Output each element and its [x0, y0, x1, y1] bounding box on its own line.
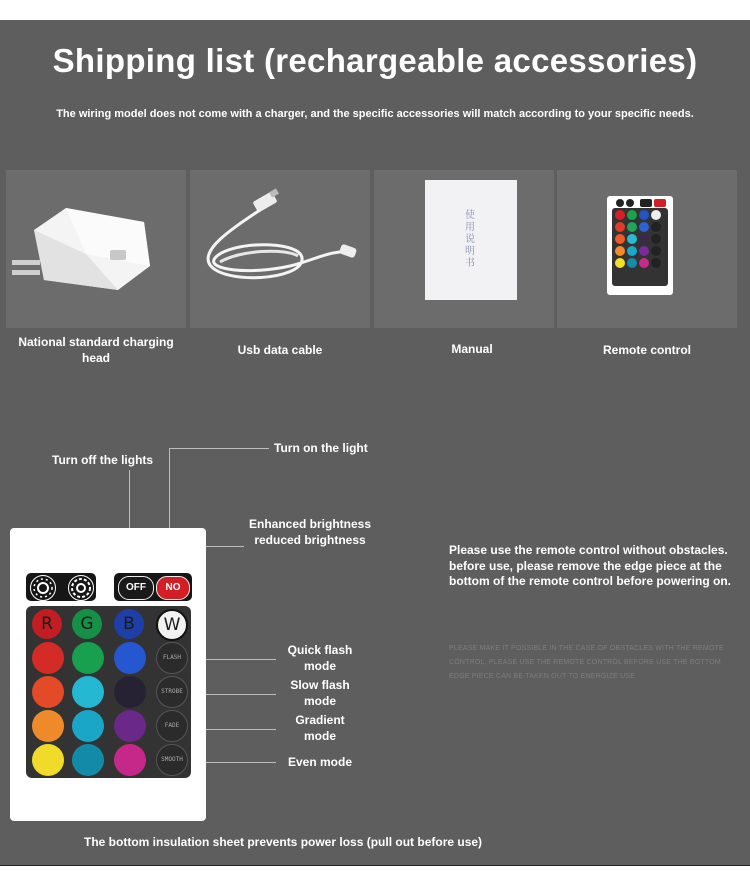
brightness-up-button[interactable] — [68, 575, 94, 601]
brightness-down-button[interactable] — [30, 575, 56, 601]
connector-quick — [200, 659, 276, 660]
remote-tile — [557, 170, 737, 328]
label-even: Even mode — [287, 755, 353, 769]
color-button[interactable] — [32, 642, 64, 674]
manual-tile — [374, 170, 554, 328]
sun-bright-icon — [69, 576, 93, 600]
color-button[interactable] — [72, 710, 104, 742]
remote-image — [557, 170, 737, 328]
smooth-button[interactable]: SMOOTH — [156, 744, 188, 776]
bottom-divider — [0, 865, 750, 866]
color-button[interactable] — [72, 676, 104, 708]
red-button[interactable]: R — [32, 609, 62, 639]
caption-usb-cable: Usb data cable — [237, 343, 323, 357]
blue-button[interactable]: B — [114, 609, 144, 639]
color-button[interactable] — [114, 676, 146, 708]
bottom-note: The bottom insulation sheet prevents power loss (pull out before use) — [84, 835, 483, 849]
label-brightness-up: Enhanced brightness — [248, 517, 372, 531]
charger-tile — [6, 170, 186, 328]
color-button[interactable] — [72, 642, 104, 674]
charger-image — [6, 170, 186, 328]
usb-cable-tile — [190, 170, 370, 328]
color-button[interactable] — [32, 744, 64, 776]
connector-on-h — [169, 448, 269, 449]
caption-charger: National standard charging head — [18, 335, 174, 365]
manual-cover — [425, 180, 517, 300]
caption-remote: Remote control — [602, 343, 691, 357]
caption-manual: Manual — [451, 342, 493, 356]
label-gradient: Gradient mode — [295, 713, 345, 743]
strobe-button[interactable]: STROBE — [156, 676, 188, 708]
color-button[interactable] — [114, 744, 146, 776]
color-button[interactable] — [32, 710, 64, 742]
page-subtitle: The wiring model does not come with a charger, and the specific accessories will match according to your specific needs. — [56, 108, 694, 120]
white-button[interactable]: W — [156, 609, 188, 641]
no-button[interactable]: NO — [156, 576, 190, 600]
color-button[interactable] — [72, 744, 104, 776]
sun-dim-icon — [31, 576, 55, 600]
page-title: Shipping list (rechargeable accessories) — [52, 42, 698, 79]
remote-diagram — [10, 528, 206, 821]
connector-slow — [200, 694, 276, 695]
flash-button[interactable]: FLASH — [156, 642, 188, 674]
label-slow-flash: Slow flash mode — [290, 678, 350, 708]
label-quick-flash: Quick flash mode — [287, 643, 353, 673]
label-brightness-down: reduced brightness — [254, 533, 366, 547]
off-button[interactable]: OFF — [118, 576, 154, 600]
manual-cover-text: 使用说明书 — [465, 210, 475, 269]
label-turn-off: Turn off the lights — [52, 453, 154, 467]
color-button[interactable] — [114, 642, 146, 674]
connector-gradient — [200, 729, 276, 730]
color-button[interactable] — [32, 676, 64, 708]
green-button[interactable]: G — [72, 609, 102, 639]
color-button[interactable] — [114, 710, 146, 742]
usage-note-faint: PLEASE MAKE IT POSSIBLE IN THE CASE OF OBSTACLES WITH THE REMOTE CONTROL, PLEASE USE THE REMOTE CONTROL BEFORE USE THE BOTTOM EDGE PIECE CAN BE TAKEN OUT TO ENERGIZE USE — [449, 645, 724, 680]
usb-cable-image — [190, 170, 370, 328]
usage-note: Please use the remote control without obstacles. before use, please remove the edge piece at the bottom of the remote control before powering on. — [449, 543, 731, 588]
fade-button[interactable]: FADE — [156, 710, 188, 742]
connector-even — [200, 762, 276, 763]
label-turn-on: Turn on the light — [274, 441, 368, 455]
